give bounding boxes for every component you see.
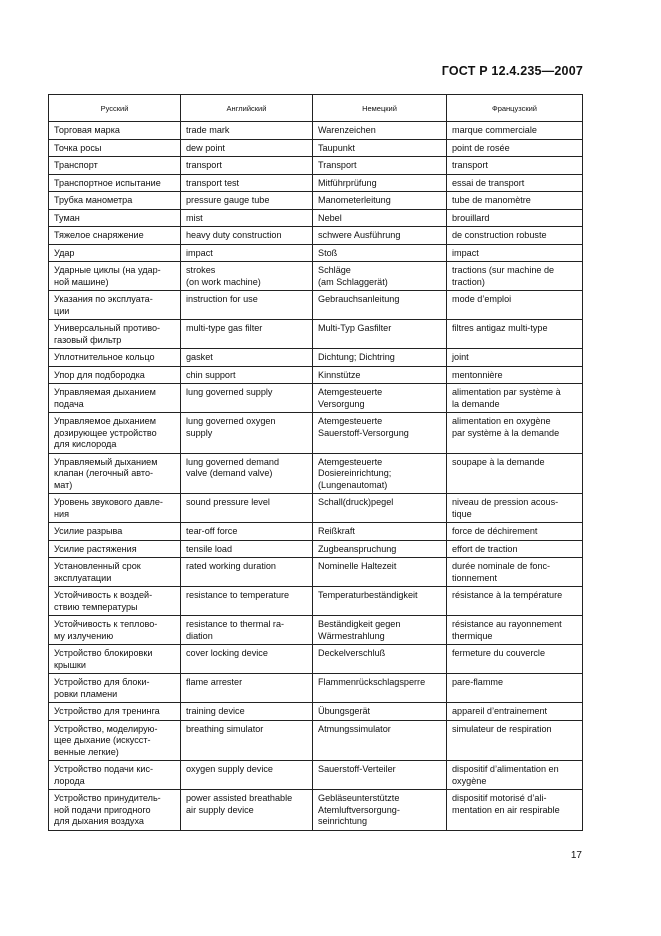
cell-german: Beständigkeit gegen Wärmestrahlung <box>313 616 447 645</box>
cell-french: joint <box>447 349 583 367</box>
cell-english: impact <box>181 244 313 262</box>
cell-german: Dichtung; Dichtring <box>313 349 447 367</box>
cell-english: instruction for use <box>181 291 313 320</box>
page-number: 17 <box>570 850 582 861</box>
table-row <box>49 209 583 227</box>
table-row <box>49 157 583 175</box>
table-row <box>49 703 583 721</box>
cell-english: dew point <box>181 139 313 157</box>
cell-russian: Управляемый дыханием клапан (легочный авто- мат) <box>49 453 181 494</box>
cell-russian: Усилие растяжения <box>49 540 181 558</box>
cell-french: résistance à la température <box>447 587 583 616</box>
cell-english: flame arrester <box>181 674 313 703</box>
cell-english: transport test <box>181 174 313 192</box>
cell-russian: Транспорт <box>49 157 181 175</box>
cell-russian: Трубка манометра <box>49 192 181 210</box>
cell-german: Nebel <box>313 209 447 227</box>
cell-german: Zugbeanspruchung <box>313 540 447 558</box>
table-row <box>49 291 583 320</box>
cell-french: durée nominale de fonc- tionnement <box>447 558 583 587</box>
cell-russian: Туман <box>49 209 181 227</box>
cell-french: soupape à la demande <box>447 453 583 494</box>
cell-german: Schall(druck)pegel <box>313 494 447 523</box>
cell-english: rated working duration <box>181 558 313 587</box>
cell-russian: Уровень звукового давле- ния <box>49 494 181 523</box>
cell-german: Atemgesteuerte Dosiereinrichtung; (Lungenautomat) <box>313 453 447 494</box>
cell-russian: Устройство подачи кис- лорода <box>49 761 181 790</box>
cell-russian: Ударные циклы (на удар- ной машине) <box>49 262 181 291</box>
cell-french: de construction robuste <box>447 227 583 245</box>
cell-english: mist <box>181 209 313 227</box>
cell-russian: Усилие разрыва <box>49 523 181 541</box>
cell-german: Reißkraft <box>313 523 447 541</box>
cell-english: lung governed oxygen supply <box>181 413 313 454</box>
cell-english: sound pressure level <box>181 494 313 523</box>
header-english: Английский <box>181 95 313 122</box>
header-french: Французский <box>447 95 583 122</box>
cell-german: Stoß <box>313 244 447 262</box>
cell-french: marque commerciale <box>447 122 583 140</box>
cell-german: schwere Ausführung <box>313 227 447 245</box>
cell-german: Deckelverschluß <box>313 645 447 674</box>
cell-russian: Указания по эксплуата- ции <box>49 291 181 320</box>
cell-german: Gebläseunterstützte Atemluftversorgung- seinrichtung <box>313 790 447 831</box>
cell-german: Warenzeichen <box>313 122 447 140</box>
cell-french: transport <box>447 157 583 175</box>
cell-german: Nominelle Haltezeit <box>313 558 447 587</box>
table-row <box>49 720 583 761</box>
table-row <box>49 587 583 616</box>
cell-russian: Устройство для тренинга <box>49 703 181 721</box>
cell-russian: Транспортное испытание <box>49 174 181 192</box>
cell-french: alimentation en oxygène par système à la demande <box>447 413 583 454</box>
cell-english: oxygen supply device <box>181 761 313 790</box>
cell-english: cover locking device <box>181 645 313 674</box>
cell-english: lung governed supply <box>181 384 313 413</box>
cell-english: transport <box>181 157 313 175</box>
table-row <box>49 262 583 291</box>
table-body <box>49 122 583 831</box>
table-row <box>49 139 583 157</box>
table-row <box>49 174 583 192</box>
table-row <box>49 523 583 541</box>
cell-english: power assisted breathable air supply device <box>181 790 313 831</box>
cell-german: Sauerstoff-Verteiler <box>313 761 447 790</box>
table-row <box>49 227 583 245</box>
cell-german: Atemgesteuerte Sauerstoff-Versorgung <box>313 413 447 454</box>
cell-french: tube de manomètre <box>447 192 583 210</box>
cell-english: training device <box>181 703 313 721</box>
cell-russian: Управляемая дыханием подача <box>49 384 181 413</box>
cell-russian: Уплотнительное кольцо <box>49 349 181 367</box>
cell-french: pare-flamme <box>447 674 583 703</box>
table-row <box>49 349 583 367</box>
document-code: ГОСТ Р 12.4.235—2007 <box>441 64 583 78</box>
cell-french: tractions (sur machine de traction) <box>447 262 583 291</box>
cell-german: Gebrauchsanleitung <box>313 291 447 320</box>
table-row <box>49 761 583 790</box>
cell-french: appareil d’entrainement <box>447 703 583 721</box>
cell-english: resistance to temperature <box>181 587 313 616</box>
table-row <box>49 122 583 140</box>
cell-german: Mitführprüfung <box>313 174 447 192</box>
cell-german: Taupunkt <box>313 139 447 157</box>
cell-russian: Торговая марка <box>49 122 181 140</box>
cell-english: tear-off force <box>181 523 313 541</box>
cell-german: Manometerleitung <box>313 192 447 210</box>
cell-russian: Устойчивость к теплово- му излучению <box>49 616 181 645</box>
table-row <box>49 453 583 494</box>
cell-german: Atemgesteuerte Versorgung <box>313 384 447 413</box>
cell-russian: Установленный срок эксплуатации <box>49 558 181 587</box>
cell-english: chin support <box>181 366 313 384</box>
table-row <box>49 540 583 558</box>
table-row <box>49 366 583 384</box>
cell-french: alimentation par système à la demande <box>447 384 583 413</box>
cell-russian: Устройство для блоки- ровки пламени <box>49 674 181 703</box>
cell-russian: Универсальный противо- газовый фильтр <box>49 320 181 349</box>
table-row <box>49 494 583 523</box>
cell-french: fermeture du couvercle <box>447 645 583 674</box>
terminology-table <box>48 94 583 831</box>
cell-german: Multi-Typ Gasfilter <box>313 320 447 349</box>
cell-french: point de rosée <box>447 139 583 157</box>
cell-french: force de déchirement <box>447 523 583 541</box>
cell-russian: Устройство, моделирую- щее дыхание (искусст- венные легкие) <box>49 720 181 761</box>
table-row <box>49 674 583 703</box>
cell-english: lung governed demand valve (demand valve) <box>181 453 313 494</box>
cell-french: mode d’emploi <box>447 291 583 320</box>
cell-french: brouillard <box>447 209 583 227</box>
cell-german: Flammenrückschlagsperre <box>313 674 447 703</box>
cell-russian: Устройство принудитель- ной подачи пригодного для дыхания воздуха <box>49 790 181 831</box>
cell-french: simulateur de respiration <box>447 720 583 761</box>
table-row <box>49 790 583 831</box>
cell-russian: Устройство блокировки крышки <box>49 645 181 674</box>
cell-english: breathing simulator <box>181 720 313 761</box>
cell-english: gasket <box>181 349 313 367</box>
cell-french: filtres antigaz multi-type <box>447 320 583 349</box>
cell-russian: Тяжелое снаряжение <box>49 227 181 245</box>
cell-english: trade mark <box>181 122 313 140</box>
header-german: Немецкий <box>313 95 447 122</box>
cell-english: resistance to thermal ra- diation <box>181 616 313 645</box>
cell-french: mentonnière <box>447 366 583 384</box>
cell-russian: Точка росы <box>49 139 181 157</box>
cell-russian: Устойчивость к воздей- ствию температуры <box>49 587 181 616</box>
cell-french: résistance au rayonnement thermique <box>447 616 583 645</box>
table-row <box>49 192 583 210</box>
cell-german: Temperaturbeständigkeit <box>313 587 447 616</box>
cell-russian: Удар <box>49 244 181 262</box>
table-row <box>49 384 583 413</box>
cell-english: tensile load <box>181 540 313 558</box>
table-row <box>49 320 583 349</box>
cell-german: Kinnstütze <box>313 366 447 384</box>
table-row <box>49 558 583 587</box>
cell-french: impact <box>447 244 583 262</box>
cell-french: dispositif motorisé d’ali- mentation en air respirable <box>447 790 583 831</box>
table-row <box>49 645 583 674</box>
cell-russian: Управляемое дыханием дозирующее устройство для кислорода <box>49 413 181 454</box>
cell-english: pressure gauge tube <box>181 192 313 210</box>
header-russian: Русский <box>49 95 181 122</box>
cell-english: strokes (on work machine) <box>181 262 313 291</box>
table-row <box>49 616 583 645</box>
cell-french: essai de transport <box>447 174 583 192</box>
table-header-row <box>49 95 583 122</box>
table-row <box>49 244 583 262</box>
cell-german: Übungsgerät <box>313 703 447 721</box>
cell-english: heavy duty construction <box>181 227 313 245</box>
table-row <box>49 413 583 454</box>
cell-german: Transport <box>313 157 447 175</box>
cell-french: effort de traction <box>447 540 583 558</box>
cell-french: dispositif d’alimentation en oxygène <box>447 761 583 790</box>
cell-german: Schläge (am Schlaggerät) <box>313 262 447 291</box>
cell-german: Atmungssimulator <box>313 720 447 761</box>
cell-french: niveau de pression acous- tique <box>447 494 583 523</box>
cell-russian: Упор для подбородка <box>49 366 181 384</box>
cell-english: multi-type gas filter <box>181 320 313 349</box>
